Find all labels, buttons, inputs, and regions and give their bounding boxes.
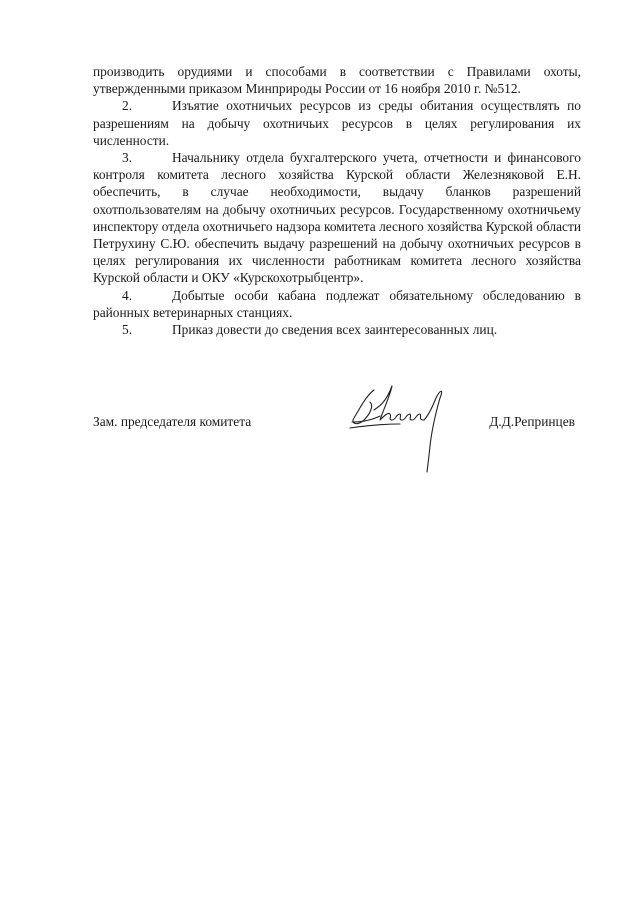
signatory-role: Зам. председателя комитета — [93, 414, 252, 429]
paragraph-text: Начальнику отдела бухгалтерского учета, отчетности и финансового контроля комитета лесного хозяйства Курской области Железняковой Е.Н. обеспечить, в случае необходимости, выдачу бланков разрешений охотпользователям на добычу охотничьих ресурсов. Государственному охотничьему инспектору отдела охотничьего надзора комитета лесного хозяйства Курской области Петрухину С.Ю. обеспечить выдачу разрешений на добычу охотничьих ресурсов в целях регулирования их численности работникам комитета лесного хозяйства Курской области и ОКУ «Курскохотрыбцентр». — [93, 150, 581, 286]
paragraph-text: Приказ довести до сведения всех заинтересованных лиц. — [172, 322, 498, 338]
paragraph-2 — [93, 97, 581, 149]
paragraph-number: 4. — [122, 287, 133, 303]
paragraph-number: 2. — [122, 98, 133, 114]
paragraph-text: Добытые особи кабана подлежат обязательному обследованию в районных ветеринарных станциях. — [93, 287, 581, 320]
paragraph-continuation — [93, 63, 581, 97]
paragraph-5 — [93, 321, 581, 338]
signature-block — [93, 414, 581, 434]
paragraph-text: Изъятие охотничьих ресурсов из среды обитания осуществлять по разрешениям на добычу охотничьих ресурсов в целях регулирования их численности. — [93, 98, 581, 148]
paragraph-number: 3. — [122, 150, 133, 166]
paragraph-4 — [93, 287, 581, 321]
paragraph-number: 5. — [122, 322, 133, 338]
paragraph-text: производить орудиями и способами в соответствии с Правилами охоты, утвержденными приказом Минприроды России от 16 ноября 2010 г. №512. — [93, 64, 581, 97]
document-body — [93, 63, 581, 338]
handwritten-signature — [344, 376, 464, 476]
paragraph-3 — [93, 149, 581, 287]
signatory-name: Д.Д.Репринцев — [489, 414, 575, 429]
